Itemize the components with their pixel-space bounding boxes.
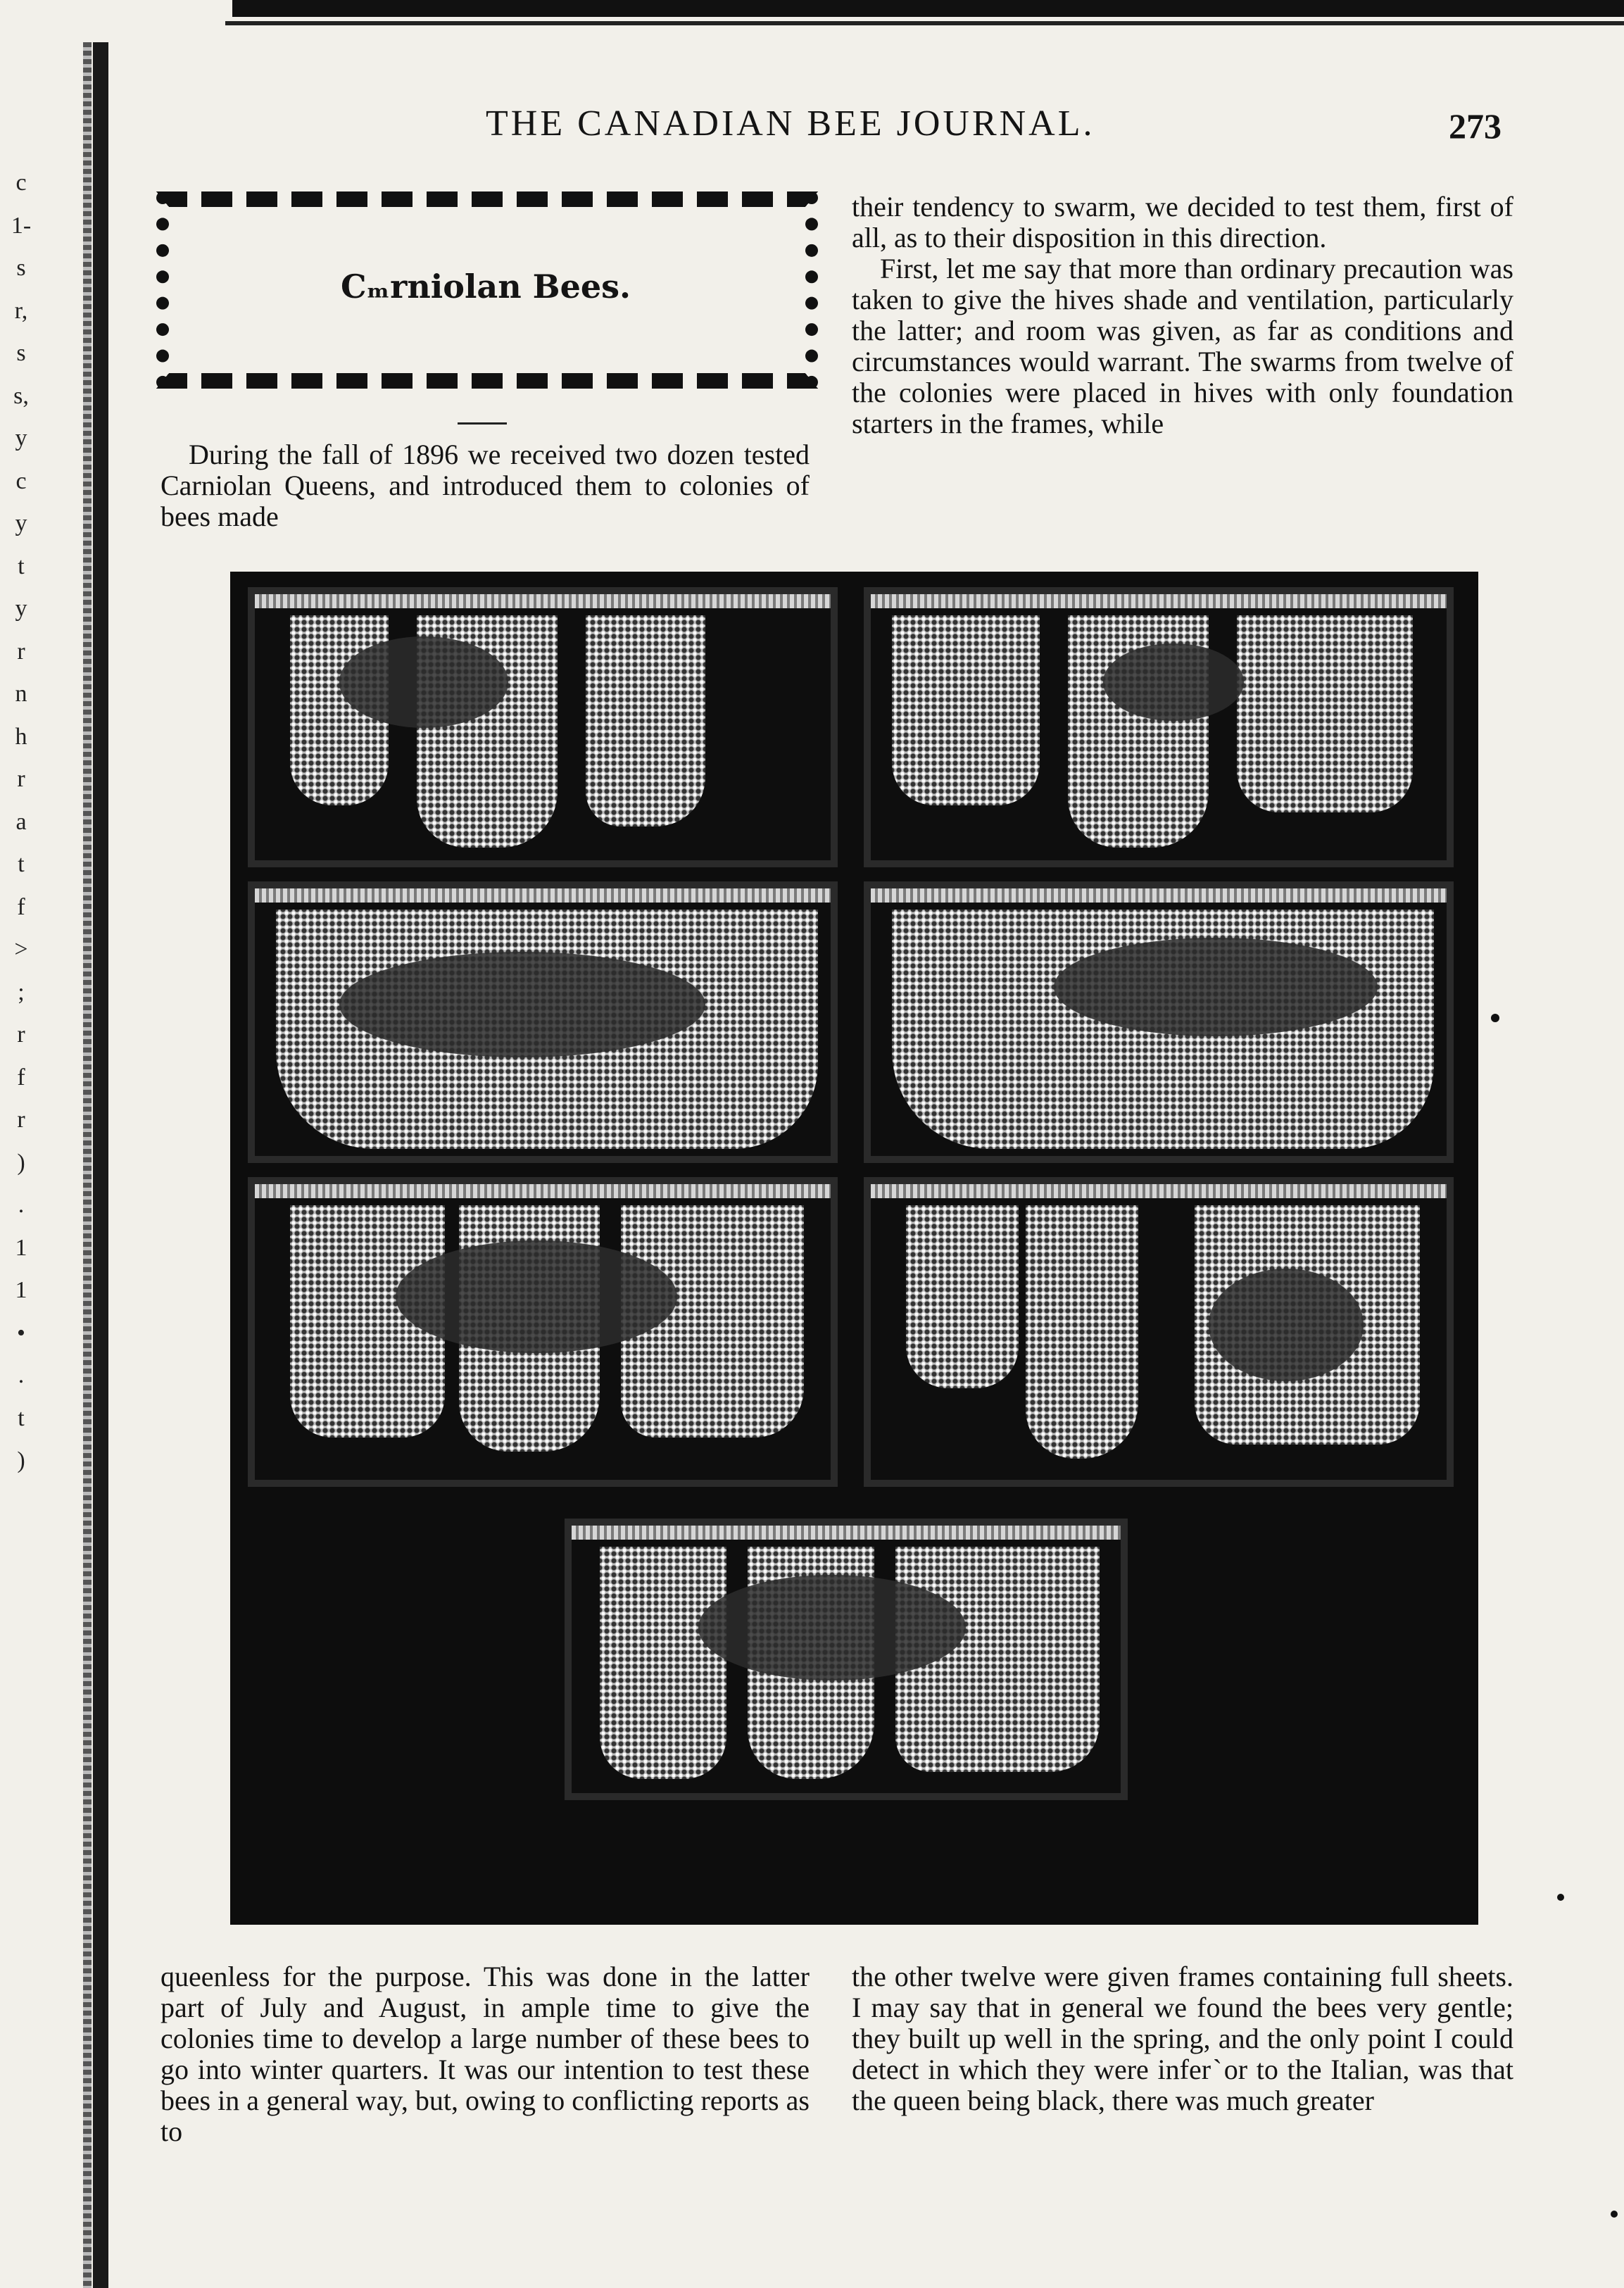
margin-fragment: t xyxy=(18,553,25,579)
margin-fragment: ; xyxy=(18,979,25,1005)
comb-frame-1 xyxy=(248,587,838,867)
brood-patch xyxy=(396,1240,677,1353)
article-title: Cₘrniolan Bees. xyxy=(340,268,631,306)
ink-speck xyxy=(1611,2211,1618,2218)
brood-patch xyxy=(339,636,508,728)
margin-fragment: . xyxy=(18,1192,25,1218)
paragraph-intro: During the fall of 1896 we received two dozen tested Carniolan Queens, and introduced them to colonies of bees made xyxy=(160,439,810,532)
binding-bar xyxy=(93,42,108,2288)
binding-edge xyxy=(83,42,92,2288)
comb-section xyxy=(586,615,705,826)
brood-patch xyxy=(1054,938,1378,1036)
frame-top-bar xyxy=(572,1526,1121,1540)
frame-top-bar xyxy=(255,1184,831,1198)
margin-fragment: r xyxy=(17,1022,25,1048)
margin-fragment: r xyxy=(17,638,25,665)
column-right-bottom xyxy=(852,1961,1513,2116)
brood-patch xyxy=(339,952,705,1057)
margin-fragment: ) xyxy=(17,1447,25,1473)
comb-frame-3 xyxy=(248,881,838,1163)
paragraph-other-twelve: the other twelve were given frames containing full sheets. I may say that in general we found the bees very gentle; they built up well in the spring, and the only point I could detect in which they were inferˋor to the Italian, was that the queen being black, there was much greater xyxy=(852,1961,1513,2116)
comb-section xyxy=(1237,615,1413,812)
ink-speck xyxy=(1557,1894,1564,1901)
comb-frame-5 xyxy=(248,1177,838,1487)
comb-section xyxy=(906,1205,1019,1388)
margin-fragment: • xyxy=(17,1319,25,1346)
comb-frame-7 xyxy=(565,1519,1128,1800)
margin-fragment: r, xyxy=(14,297,28,324)
brood-patch xyxy=(1103,643,1244,721)
comb-section xyxy=(600,1547,726,1779)
comb-section xyxy=(892,615,1040,805)
margin-fragment: 1- xyxy=(11,212,32,239)
margin-fragment: t xyxy=(18,851,25,877)
comb-section xyxy=(1026,1205,1138,1459)
margin-fragment: f xyxy=(17,1064,25,1090)
column-left-top xyxy=(160,439,810,532)
comb-frame-2 xyxy=(864,587,1454,867)
column-left-bottom xyxy=(160,1961,810,2147)
margin-fragment: ) xyxy=(17,1149,25,1176)
paragraph-precaution: First, let me say that more than ordinary precaution was taken to give the hives shade and ventilation, particularly the latter; and room was given, as far as conditions and circumstances would warrant. The swarms from twelve of the colonies were placed in hives with only foundation starters in the frames, while xyxy=(852,253,1513,439)
margin-fragment: y xyxy=(15,596,27,622)
margin-fragment: c xyxy=(15,467,27,494)
frame-top-bar xyxy=(871,1184,1447,1198)
running-head: THE CANADIAN BEE JOURNAL. xyxy=(486,103,1095,144)
frame-top-bar xyxy=(255,594,831,608)
margin-fragment: r xyxy=(17,766,25,792)
margin-fragment: s xyxy=(16,255,26,281)
comb-frame-6 xyxy=(864,1177,1454,1487)
title-rule xyxy=(458,422,507,425)
margin-fragment: s, xyxy=(13,382,29,409)
honeycomb-photograph xyxy=(230,572,1478,1925)
ink-speck xyxy=(1491,1014,1499,1022)
paragraph-queenless: queenless for the purpose. This was done in the latter part of July and August, in ample time to give the colonies time to develop a large number of these bees to go into winter quarters. It was our intention to test these bees in a general way, but, owing to conflicting reports as to xyxy=(160,1961,810,2147)
margin-fragments xyxy=(0,162,42,1483)
margin-fragment: 1 xyxy=(15,1277,27,1303)
frame-top-bar xyxy=(871,888,1447,903)
margin-fragment: n xyxy=(15,681,27,707)
margin-fragment: c xyxy=(15,170,27,196)
margin-fragment: 1 xyxy=(15,1234,27,1261)
frame-top-bar xyxy=(255,888,831,903)
top-border-rule-thin xyxy=(225,21,1624,25)
brood-patch xyxy=(1209,1269,1364,1381)
margin-fragment: t xyxy=(18,1404,25,1431)
margin-fragment: > xyxy=(14,936,28,962)
margin-fragment: . xyxy=(18,1362,25,1388)
top-border-rule xyxy=(232,0,1624,17)
margin-fragment: s xyxy=(16,340,26,366)
page-number: 273 xyxy=(1449,106,1502,146)
brood-patch xyxy=(698,1575,966,1680)
margin-fragment: h xyxy=(15,723,27,750)
margin-fragment: y xyxy=(15,510,27,536)
margin-fragment: f xyxy=(17,893,25,920)
paragraph-tendency: their tendency to swarm, we decided to test them, first of all, as to their disposition in this direction. xyxy=(852,191,1513,253)
margin-fragment: a xyxy=(15,808,27,835)
comb-frame-4 xyxy=(864,881,1454,1163)
margin-fragment: y xyxy=(15,425,27,451)
frame-top-bar xyxy=(871,594,1447,608)
margin-fragment: r xyxy=(17,1107,25,1133)
column-right-top xyxy=(852,191,1513,439)
